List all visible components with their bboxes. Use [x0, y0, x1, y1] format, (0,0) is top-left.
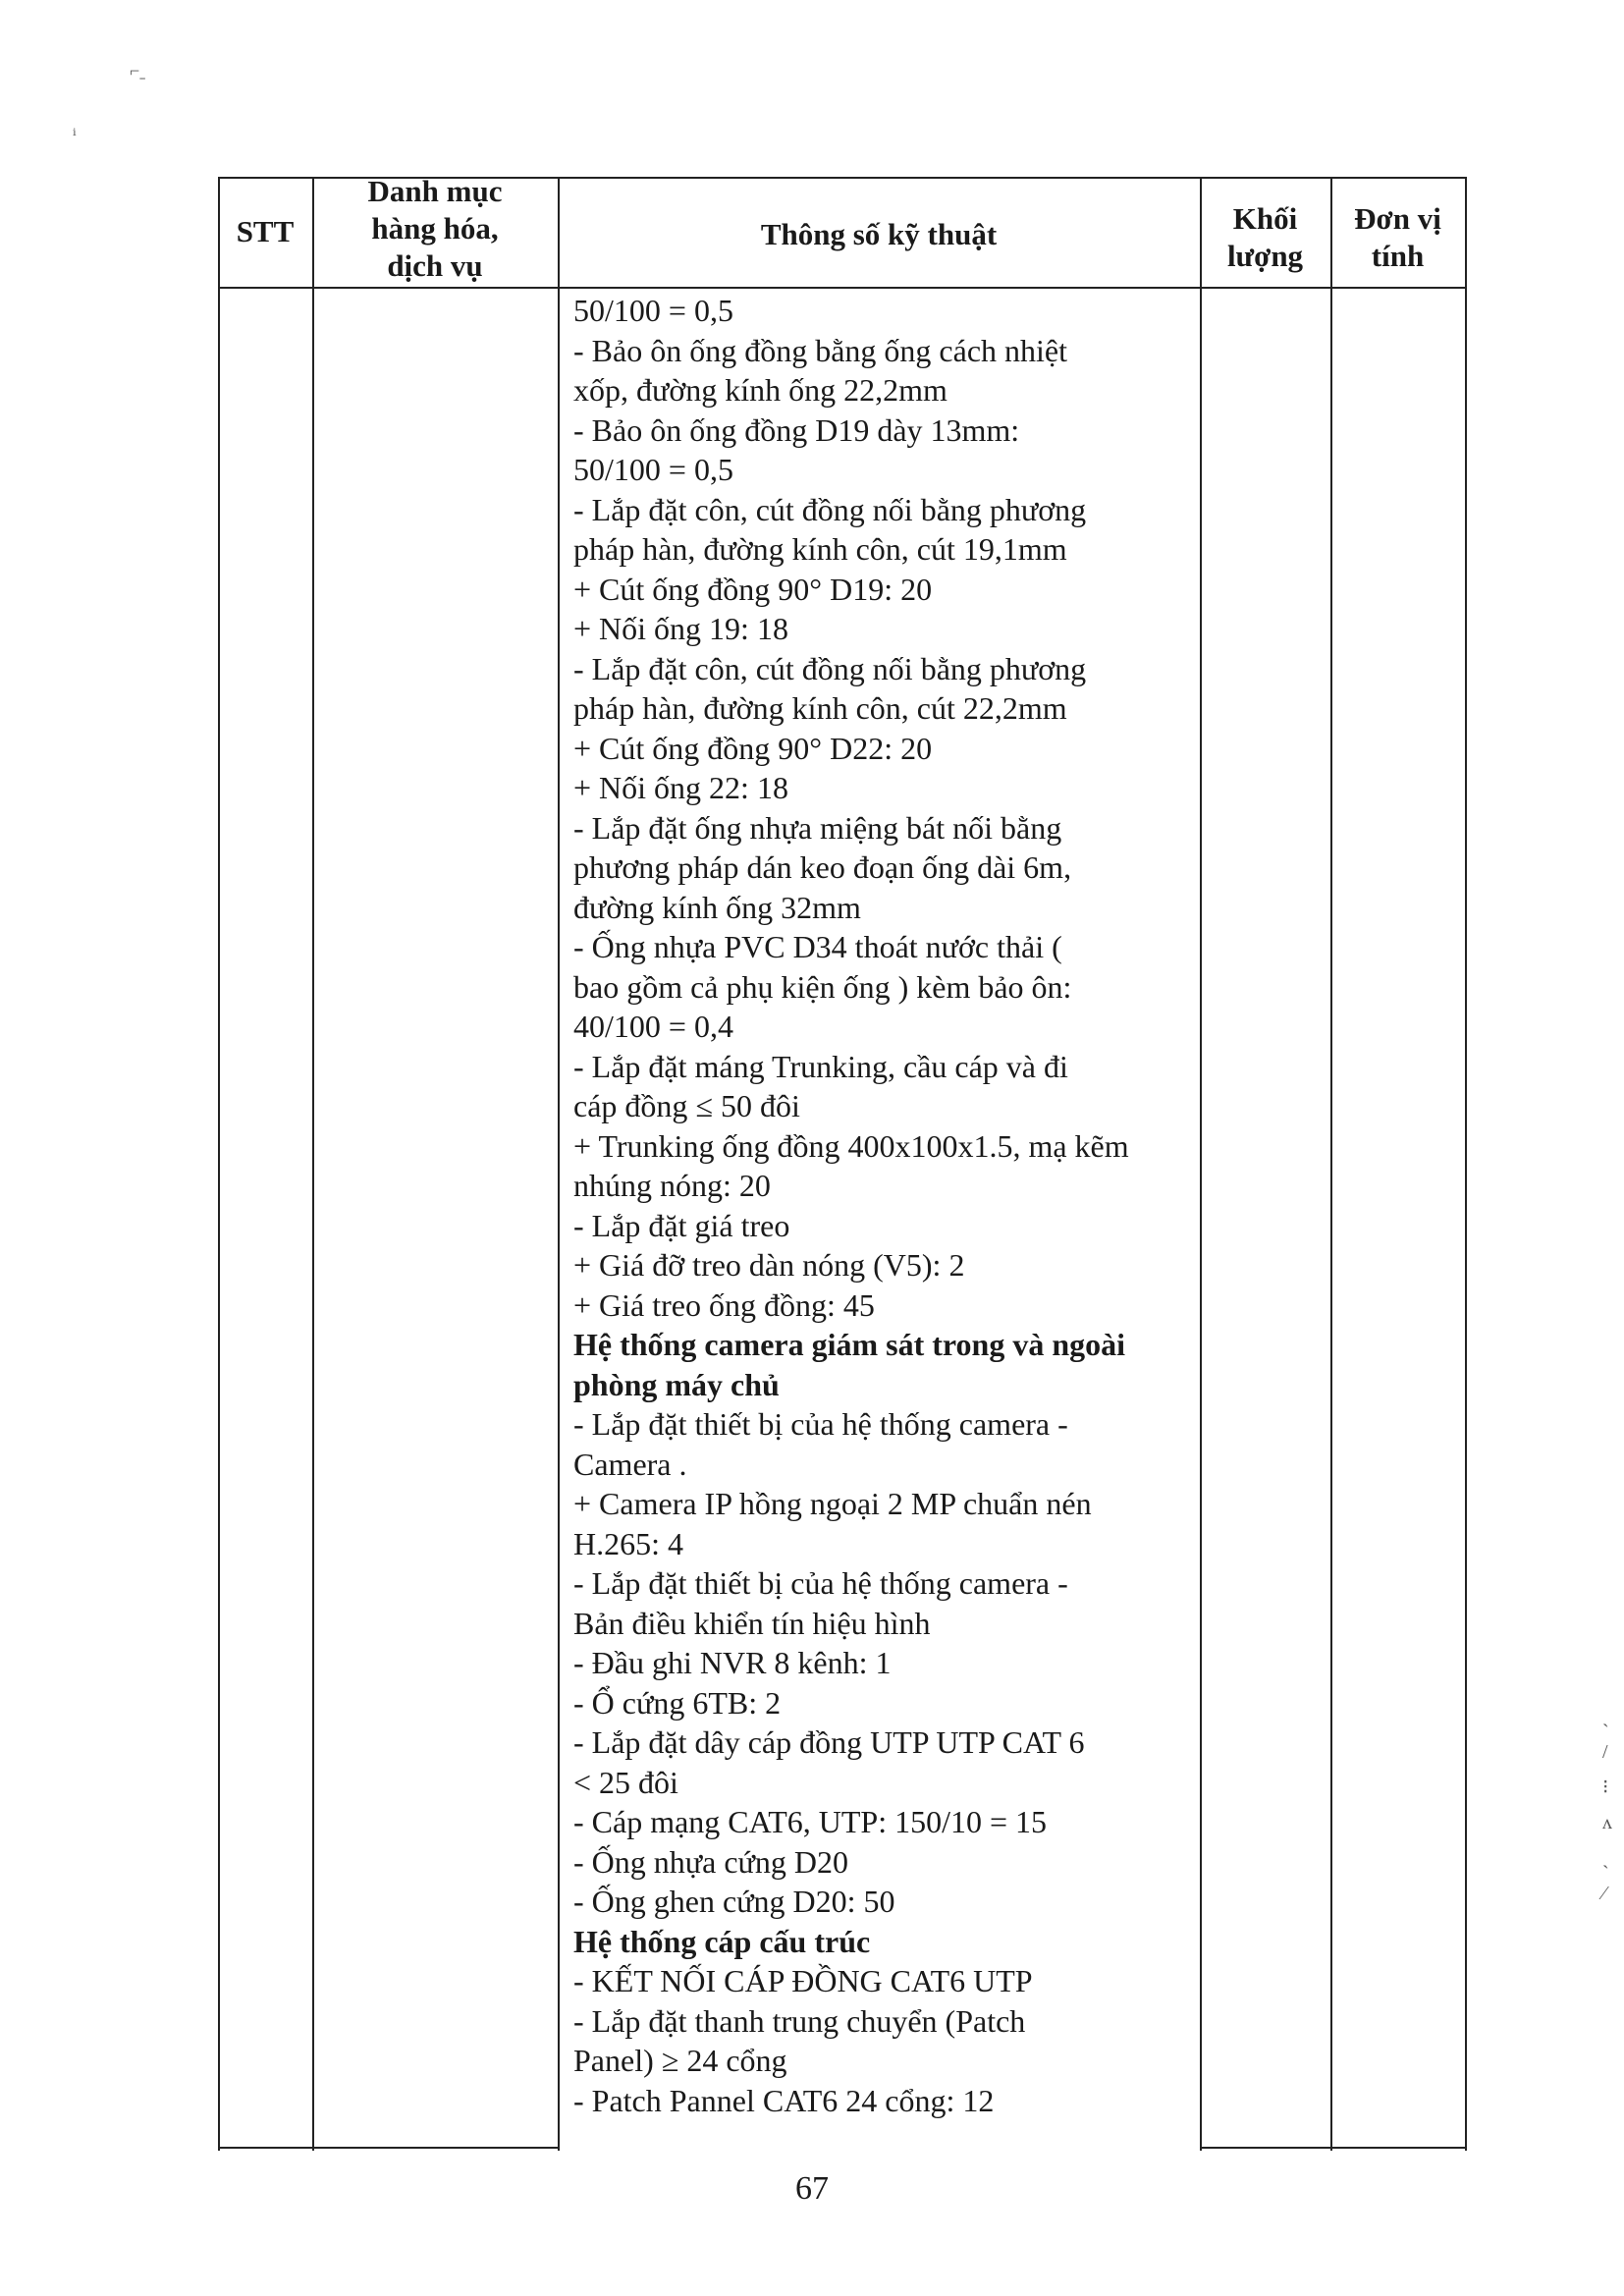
spec-line: cáp đồng ≤ 50 đôi — [573, 1088, 800, 1123]
spec-line: - Lắp đặt thiết bị của hệ thống camera - — [573, 1565, 1068, 1601]
spec-line: + Camera IP hồng ngoại 2 MP chuẩn nén — [573, 1486, 1092, 1521]
spec-line: - KẾT NỐI CÁP ĐỒNG CAT6 UTP — [573, 1963, 1033, 1998]
spec-line: - Ống ghen cứng D20: 50 — [573, 1884, 895, 1919]
spec-line: bao gồm cả phụ kiện ống ) kèm bảo ôn: — [573, 968, 1072, 1005]
margin-scan-marks: ˎ / ⁝ ʌ ˏ ⁄ — [1602, 1706, 1612, 1904]
spec-line: + Trunking ống đồng 400x100x1.5, mạ kẽm — [573, 1127, 1129, 1164]
spec-line: Camera . — [573, 1446, 687, 1482]
spec-line: phương pháp dán keo đoạn ống dài 6m, — [573, 849, 1072, 885]
spec-line: + Nối ống 22: 18 — [573, 770, 788, 805]
spec-line: + Cút ống đồng 90° D19: 20 — [573, 571, 933, 607]
spec-line: - Bảo ôn ống đồng D19 dày 13mm: — [573, 411, 1020, 448]
spec-line: Bản điều khiển tín hiệu hình — [573, 1605, 931, 1641]
scan-mark-left: ⁱ — [73, 126, 77, 145]
spec-line: - Lắp đặt côn, cút đồng nối bằng phương — [573, 491, 1087, 527]
spec-line: Hệ thống camera giám sát trong và ngoài — [573, 1327, 1126, 1362]
header-thong-so: Thông số kỹ thuật — [760, 217, 998, 251]
page-number: 67 — [795, 2170, 829, 2207]
spec-line: xốp, đường kính ống 22,2mm — [573, 372, 947, 408]
spec-line: + Giá đỡ treo dàn nóng (V5): 2 — [573, 1247, 965, 1283]
spec-table — [218, 174, 1467, 2151]
spec-line: - Lắp đặt dây cáp đồng UTP UTP CAT 6 — [573, 1724, 1085, 1760]
spec-line: - Lắp đặt thiết bị của hệ thống camera - — [573, 1406, 1068, 1442]
spec-line: 40/100 = 0,4 — [573, 1009, 733, 1044]
spec-content — [573, 291, 1418, 2120]
spec-line: + Giá treo ống đồng: 45 — [573, 1286, 875, 1323]
header-danh-muc: Danh mục hàng hóa, dịch vụ — [367, 174, 503, 283]
spec-line: - Lắp đặt côn, cút đồng nối bằng phương — [573, 650, 1087, 686]
spec-line: < 25 đôi — [573, 1764, 678, 1800]
spec-line: pháp hàn, đường kính côn, cút 22,2mm — [573, 690, 1067, 726]
spec-line: - Lắp đặt thanh trung chuyển (Patch — [573, 2002, 1026, 2039]
spec-line: - Lắp đặt máng Trunking, cầu cáp và đi — [573, 1048, 1068, 1084]
spec-line: Hệ thống cáp cấu trúc — [573, 1923, 871, 1959]
spec-line: - Lắp đặt giá treo — [573, 1207, 790, 1243]
spec-line: đường kính ống 32mm — [573, 889, 861, 925]
spec-line: pháp hàn, đường kính côn, cút 19,1mm — [573, 531, 1067, 567]
spec-line: H.265: 4 — [573, 1525, 683, 1561]
spec-line: phòng máy chủ — [573, 1366, 780, 1402]
header-khoi-luong: Khối lượng — [1226, 201, 1304, 273]
spec-line: - Ổ cứng 6TB: 2 — [573, 1684, 782, 1721]
spec-line: + Cút ống đồng 90° D22: 20 — [573, 730, 933, 766]
spec-line: - Bảo ôn ống đồng bằng ống cách nhiệt — [573, 332, 1067, 368]
spec-line: - Patch Pannel CAT6 24 cổng: 12 — [573, 2082, 995, 2118]
spec-line: Panel) ≥ 24 cổng — [573, 2043, 787, 2078]
scan-mark-top: ⌐ˍ — [130, 61, 146, 81]
spec-line: - Cáp mạng CAT6, UTP: 150/10 = 15 — [573, 1804, 1048, 1839]
header-don-vi: Đơn vị tính — [1354, 201, 1441, 273]
spec-line: - Ống nhựa PVC D34 thoát nước thải ( — [573, 929, 1062, 964]
header-stt: STT — [236, 214, 295, 248]
spec-line: - Ống nhựa cứng D20 — [573, 1843, 848, 1880]
spec-line: + Nối ống 19: 18 — [573, 611, 788, 646]
spec-line: 50/100 = 0,5 — [573, 452, 733, 487]
spec-line: - Lắp đặt ống nhựa miệng bát nối bằng — [573, 809, 1062, 846]
spec-line: 50/100 = 0,5 — [573, 293, 733, 328]
spec-line: nhúng nóng: 20 — [573, 1168, 771, 1203]
spec-line: - Đầu ghi NVR 8 kênh: 1 — [573, 1645, 892, 1680]
